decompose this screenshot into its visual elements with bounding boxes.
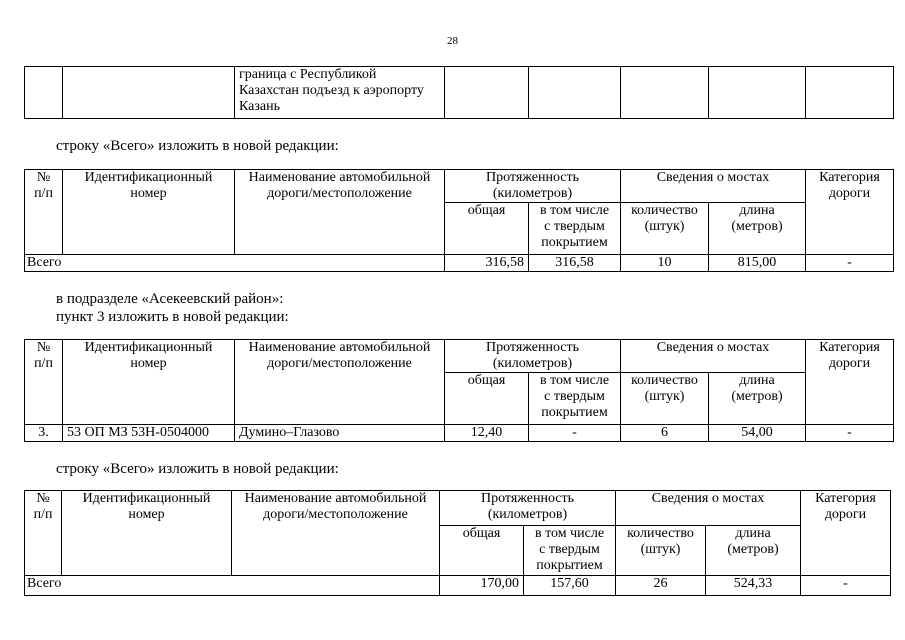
header-length-hard: в том числе с твердым покрытием <box>529 203 621 255</box>
header-id: Идентификационный номер <box>63 340 235 425</box>
bridges-length-value: 815,00 <box>709 255 806 272</box>
location-line: Казань <box>239 99 280 114</box>
cell-empty <box>709 67 806 119</box>
header-length: Протяженность (километров) <box>440 491 616 526</box>
bridges-length-value: 524,33 <box>706 576 801 596</box>
header-bridges-length: длина (метров) <box>706 526 801 576</box>
header-bridges-count: количество (штук) <box>621 203 709 255</box>
roads-table-total-2 <box>24 490 891 596</box>
header-length: Протяженность (километров) <box>445 170 621 203</box>
header-road-name: Наименование автомобильной дороги/местоположение <box>235 170 445 255</box>
roads-table-total-1 <box>24 169 894 272</box>
header-bridges-length: длина (метров) <box>709 203 806 255</box>
instruction-item: пункт 3 изложить в новой редакции: <box>56 309 289 325</box>
header-category: Категория дороги <box>806 170 894 255</box>
header-bridges-length: длина (метров) <box>709 373 806 425</box>
cell-empty <box>529 67 621 119</box>
bridges-count-value: 10 <box>621 255 709 272</box>
cell-empty <box>25 67 63 119</box>
road-id: 53 ОП МЗ 53Н-0504000 <box>63 425 235 442</box>
header-length-total: общая <box>445 373 529 425</box>
header-number: № п/п <box>25 491 62 576</box>
header-category: Категория дороги <box>806 340 894 425</box>
header-length: Протяженность (километров) <box>445 340 621 373</box>
cell-empty <box>621 67 709 119</box>
length-total-value: 12,40 <box>445 425 529 442</box>
header-length-hard: в том числе с твердым покрытием <box>529 373 621 425</box>
bridges-count-value: 6 <box>621 425 709 442</box>
table-row <box>25 425 894 442</box>
cell-empty <box>445 67 529 119</box>
continuation-table <box>24 66 894 119</box>
header-road-name: Наименование автомобильной дороги/местоположение <box>232 491 440 576</box>
table-row-total <box>25 255 894 272</box>
header-bridges: Сведения о мостах <box>621 170 806 203</box>
header-road-name: Наименование автомобильной дороги/местоположение <box>235 340 445 425</box>
total-label: Всего <box>25 255 445 272</box>
length-hard-value: 316,58 <box>529 255 621 272</box>
location-line: граница с Республикой <box>239 67 377 82</box>
page-number: 28 <box>447 35 458 47</box>
table-row-total <box>25 576 891 596</box>
road-name: Думино–Глазово <box>235 425 445 442</box>
header-bridges: Сведения о мостах <box>621 340 806 373</box>
cell-empty <box>806 67 894 119</box>
header-bridges: Сведения о мостах <box>616 491 801 526</box>
length-hard-value: 157,60 <box>524 576 616 596</box>
category-value: - <box>806 255 894 272</box>
length-total-value: 170,00 <box>440 576 524 596</box>
header-id: Идентификационный номер <box>63 170 235 255</box>
row-number: 3. <box>25 425 63 442</box>
header-number: № п/п <box>25 340 63 425</box>
header-length-total: общая <box>445 203 529 255</box>
header-length-hard: в том числе с твердым покрытием <box>524 526 616 576</box>
bridges-count-value: 26 <box>616 576 706 596</box>
header-bridges-count: количество (штук) <box>616 526 706 576</box>
instruction-total-1: строку «Всего» изложить в новой редакции: <box>56 138 339 154</box>
header-id: Идентификационный номер <box>62 491 232 576</box>
bridges-length-value: 54,00 <box>709 425 806 442</box>
total-label: Всего <box>25 576 440 596</box>
location-line: Казахстан подъезд к аэропорту <box>239 83 424 98</box>
roads-table-item-3 <box>24 339 894 442</box>
instruction-subsection: в подразделе «Асекеевский район»: <box>56 291 284 307</box>
road-location-continuation <box>235 67 445 119</box>
length-hard-value: - <box>529 425 621 442</box>
header-number: № п/п <box>25 170 63 255</box>
cell-empty <box>63 67 235 119</box>
category-value: - <box>801 576 891 596</box>
instruction-total-2: строку «Всего» изложить в новой редакции: <box>56 461 339 477</box>
header-bridges-count: количество (штук) <box>621 373 709 425</box>
category-value: - <box>806 425 894 442</box>
length-total-value: 316,58 <box>445 255 529 272</box>
header-category: Категория дороги <box>801 491 891 576</box>
header-length-total: общая <box>440 526 524 576</box>
